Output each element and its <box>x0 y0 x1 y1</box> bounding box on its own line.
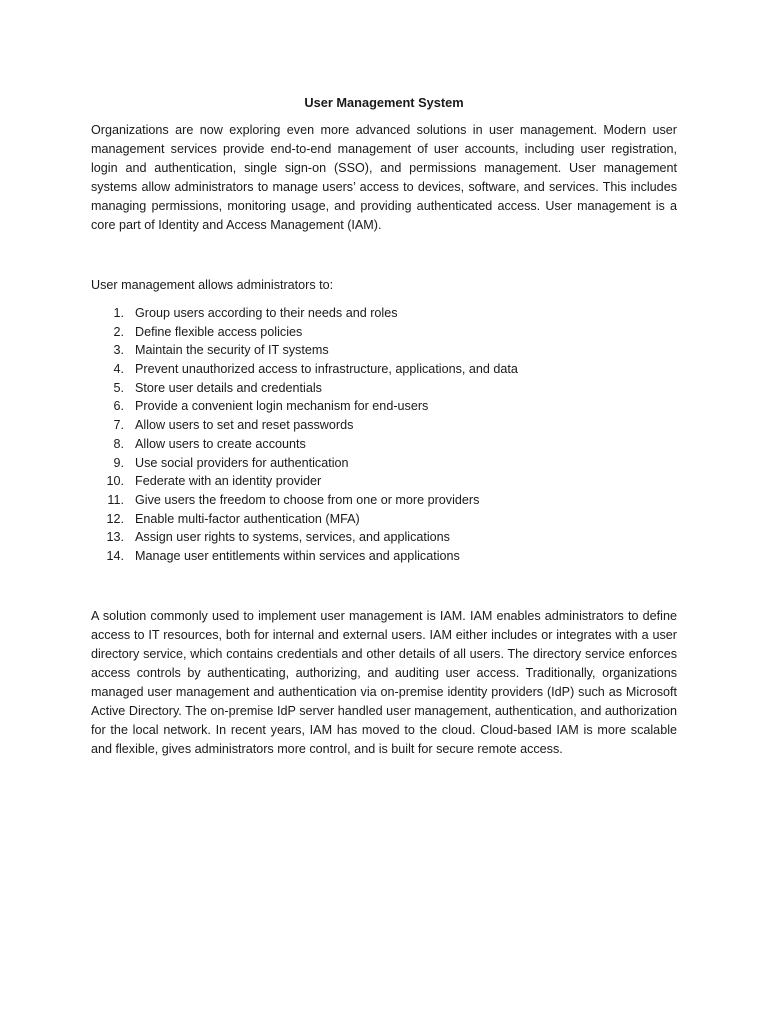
list-item-number: 14. <box>106 548 124 563</box>
list-item-text: Manage user entitlements within services and applications <box>135 548 460 563</box>
list-item-text: Allow users to create accounts <box>135 436 306 451</box>
list-item-number: 4. <box>113 362 124 377</box>
list-item-text: Provide a convenient login mechanism for end-users <box>135 399 429 414</box>
list-item <box>91 528 677 547</box>
list-item <box>91 547 677 566</box>
list-item-text: Give users the freedom to choose from one or more providers <box>135 492 480 507</box>
list-item <box>91 472 677 491</box>
list-item-text: Maintain the security of IT systems <box>135 343 329 358</box>
list-item-text: Federate with an identity provider <box>135 474 322 489</box>
list-item-text: Store user details and credentials <box>135 380 322 395</box>
document-content <box>91 94 677 759</box>
list-item-number: 3. <box>113 343 124 358</box>
list-item-number: 7. <box>113 418 124 433</box>
list-item-number: 11. <box>107 492 124 507</box>
list-item <box>91 323 677 342</box>
intro-paragraph: Organizations are now exploring even more advanced solutions in user management. Modern user management services provide end-to-end management of user accounts, including user registration, login and authentication, single sign-on (SSO), and permissions management. User management systems allow administrators to manage users’ access to devices, software, and services. This includes managing permissions, monitoring usage, and providing authenticated access. User management is a core part of Identity and Access Management (IAM). <box>91 123 677 232</box>
list-item <box>91 379 677 398</box>
list-item-text: Prevent unauthorized access to infrastructure, applications, and data <box>135 362 518 377</box>
list-item-text: Enable multi-factor authentication (MFA) <box>135 511 360 526</box>
closing-paragraph: A solution commonly used to implement user management is IAM. IAM enables administrators to define access to IT resources, both for internal and external users. IAM either includes or integrates with a user directory service, which contains credentials and other details of all users. The directory service enforces access controls by authenticating, authorizing, and auditing user access. Traditionally, organizations managed user management and authentication via on-premise identity providers (IdP) such as Microsoft Active Directory. The on-premise IdP server handled user management, authentication, and authorization for the local network. In recent years, IAM has moved to the cloud. Cloud-based IAM is more scalable and flexible, gives administrators more control, and is built for secure remote access. <box>91 608 677 756</box>
list-item-number: 2. <box>113 324 124 339</box>
list-item-text: Assign user rights to systems, services, and applications <box>135 530 450 545</box>
list-intro: User management allows administrators to: <box>91 278 334 292</box>
list-item <box>91 491 677 510</box>
list-item-text: Allow users to set and reset passwords <box>135 418 354 433</box>
list-item-text: Use social providers for authentication <box>135 455 349 470</box>
list-item <box>91 416 677 435</box>
list-item-number: 6. <box>113 399 124 414</box>
list-item <box>91 360 677 379</box>
list-item-text: Group users according to their needs and roles <box>135 306 398 320</box>
list-item-number: 5. <box>113 380 124 395</box>
list-item-number: 12. <box>106 511 124 526</box>
list-item <box>91 341 677 360</box>
list-item-number: 8. <box>113 436 124 451</box>
list-item-number: 9. <box>113 455 124 470</box>
list-item <box>91 397 677 416</box>
list-item-number: 13. <box>106 530 124 545</box>
list-item <box>91 454 677 473</box>
document-title: User Management System <box>304 95 464 110</box>
list-item <box>91 304 677 323</box>
list-item <box>91 510 677 529</box>
list-item-number: 1. <box>113 306 124 320</box>
list-item-text: Define flexible access policies <box>135 324 303 339</box>
list-item <box>91 435 677 454</box>
list-item-number: 10. <box>106 474 124 489</box>
numbered-list <box>91 304 677 566</box>
